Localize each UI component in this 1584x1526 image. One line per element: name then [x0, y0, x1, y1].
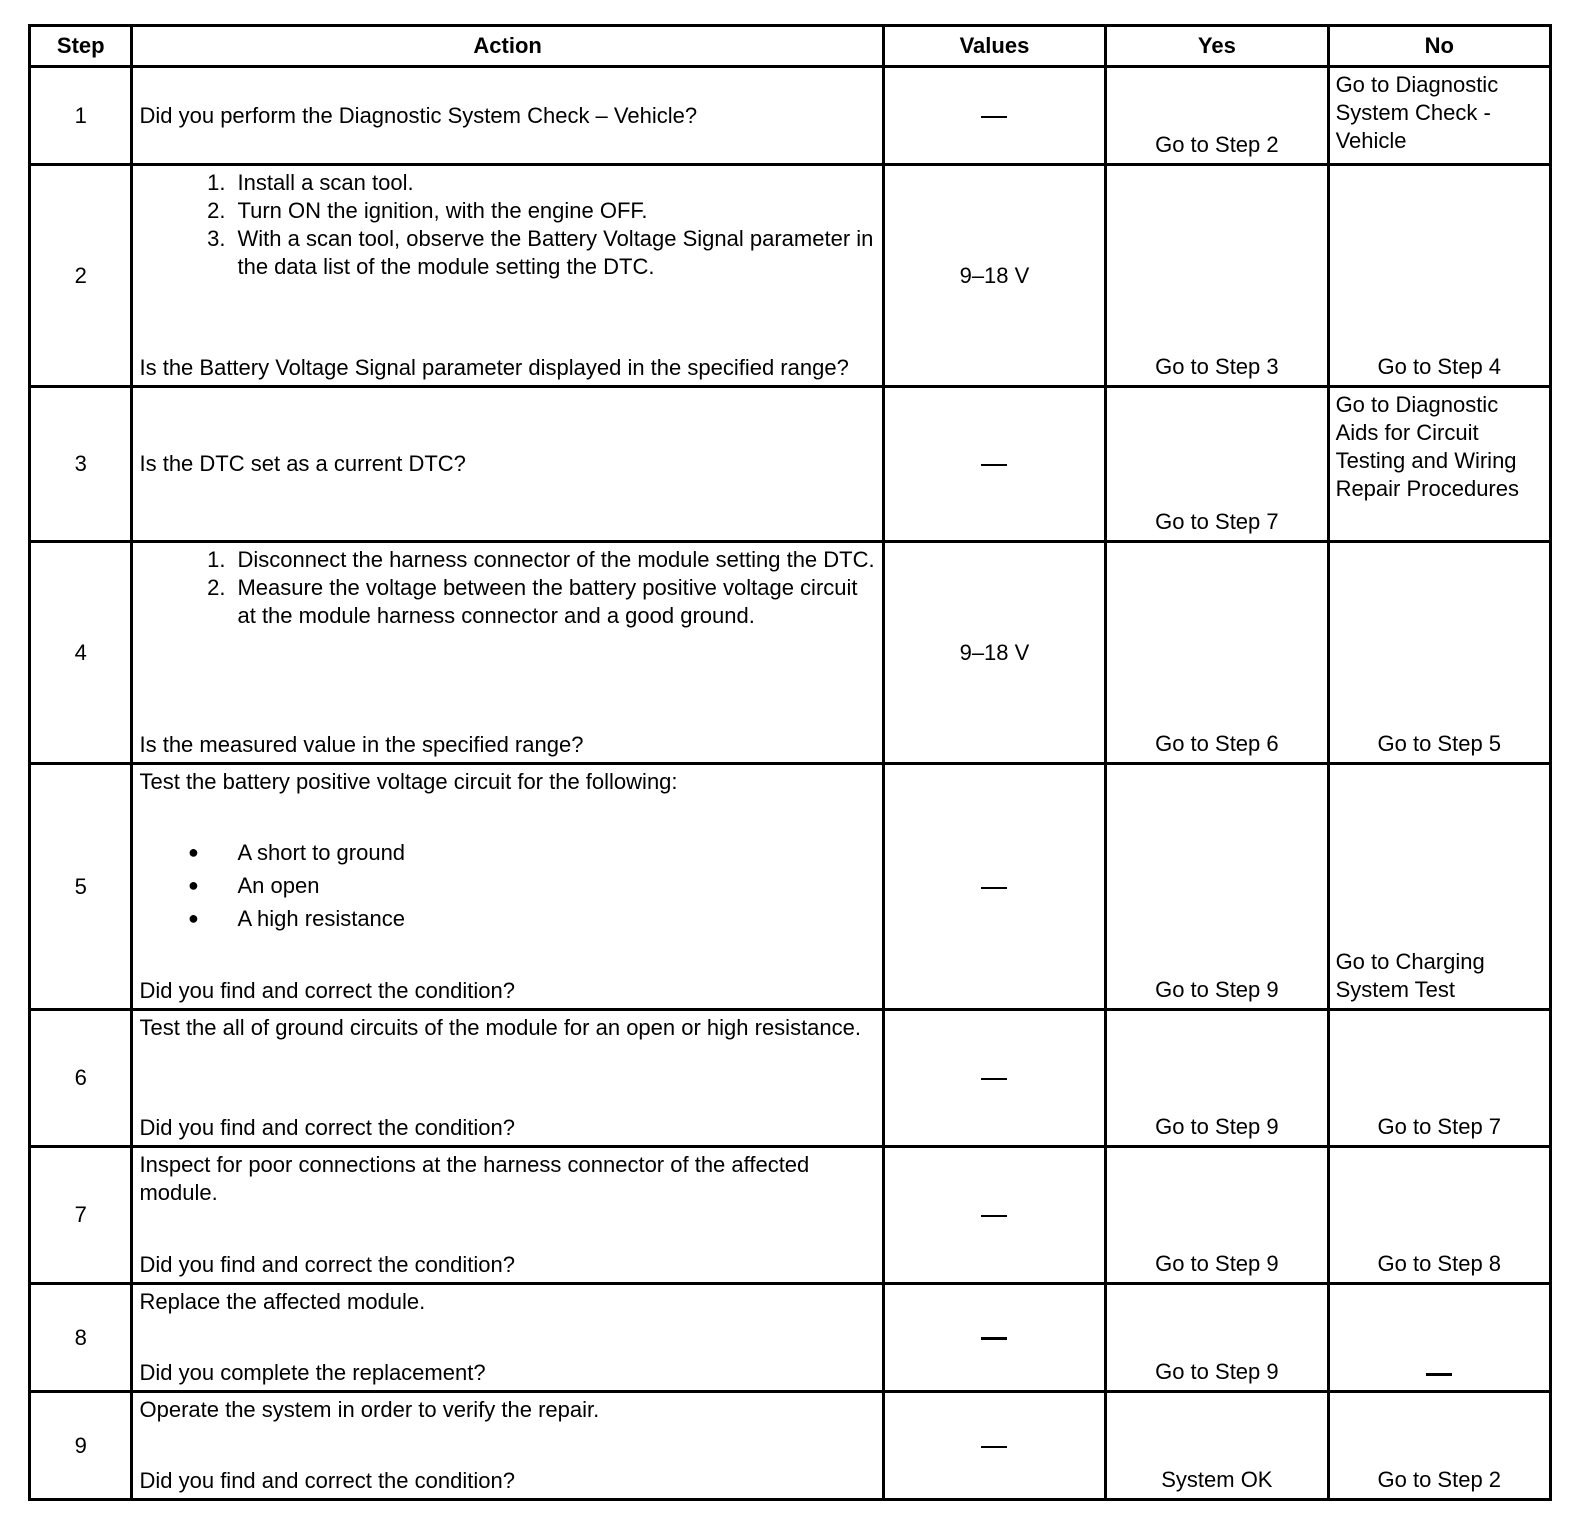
step-number: 4	[30, 542, 132, 764]
action-question: Did you find and correct the condition?	[139, 1468, 515, 1493]
action-steps	[139, 169, 875, 281]
action-intro: Inspect for poor connections at the harness connector of the affected module.	[139, 1152, 810, 1205]
table-row	[30, 67, 1551, 165]
values-dash	[981, 1215, 1007, 1217]
action-intro: Test the battery positive voltage circuit for the following:	[139, 769, 678, 794]
action-question: Did you perform the Diagnostic System Check – Vehicle?	[139, 102, 698, 128]
table-row	[30, 165, 1551, 387]
diagnostic-table	[28, 24, 1552, 1501]
table-row	[30, 1284, 1551, 1392]
values-cell	[883, 1284, 1105, 1392]
action-cell	[132, 1010, 883, 1147]
action-cell	[132, 1392, 883, 1500]
yes-link[interactable]: Go to Step 9	[1155, 1251, 1279, 1276]
yes-cell	[1106, 542, 1328, 764]
action-question: Did you find and correct the condition?	[139, 1252, 515, 1277]
values-dash	[981, 887, 1007, 889]
values-cell: 9–18 V	[883, 165, 1105, 387]
header-values: Values	[883, 26, 1105, 67]
step-number: 7	[30, 1147, 132, 1284]
list-item: ● A high resistance	[188, 906, 406, 931]
list-item: 2. Turn ON the ignition, with the engine OFF.	[207, 198, 648, 223]
yes-cell	[1106, 165, 1328, 387]
yes-link[interactable]: Go to Step 2	[1155, 132, 1279, 157]
yes-cell	[1106, 1010, 1328, 1147]
list-item: 3. With a scan tool, observe the Battery Voltage Signal parameter in the data list of the module setting the DTC.	[207, 226, 874, 279]
table-row	[30, 1147, 1551, 1284]
yes-link[interactable]: Go to Step 9	[1155, 1359, 1279, 1384]
header-action: Action	[132, 26, 883, 67]
yes-link[interactable]: Go to Step 7	[1155, 509, 1279, 534]
no-cell	[1328, 67, 1550, 165]
header-step: Step	[30, 26, 132, 67]
header-yes: Yes	[1106, 26, 1328, 67]
action-question: Did you find and correct the condition?	[139, 978, 515, 1003]
action-cell	[132, 542, 883, 764]
header-row	[30, 26, 1551, 67]
list-item: ● An open	[188, 873, 320, 898]
no-cell	[1328, 542, 1550, 764]
values-dash	[981, 464, 1007, 466]
no-cell	[1328, 1284, 1550, 1392]
action-intro: Operate the system in order to verify the repair.	[139, 1397, 600, 1422]
yes-cell	[1106, 764, 1328, 1010]
action-question: Did you find and correct the condition?	[139, 1115, 515, 1140]
action-cell	[132, 387, 883, 542]
action-intro: Test the all of ground circuits of the module for an open or high resistance.	[139, 1015, 862, 1040]
yes-cell	[1106, 387, 1328, 542]
action-cell	[132, 1284, 883, 1392]
values-dash	[981, 1337, 1007, 1340]
values-cell	[883, 1147, 1105, 1284]
step-number: 6	[30, 1010, 132, 1147]
values-dash	[981, 1078, 1007, 1080]
action-bullets	[139, 836, 875, 935]
action-cell	[132, 165, 883, 387]
no-cell	[1328, 1147, 1550, 1284]
no-cell	[1328, 165, 1550, 387]
list-item: 2. Measure the voltage between the battery positive voltage circuit at the module harness connector and a good ground.	[207, 575, 858, 628]
action-intro: Replace the affected module.	[139, 1289, 426, 1314]
no-link[interactable]: Go to Step 4	[1377, 354, 1502, 379]
yes-cell	[1106, 1147, 1328, 1284]
values-cell	[883, 1392, 1105, 1500]
yes-link[interactable]: Go to Step 3	[1155, 354, 1279, 379]
action-steps	[139, 546, 875, 630]
step-number: 1	[30, 67, 132, 165]
no-link[interactable]: Go to Charging System Test	[1335, 949, 1485, 1002]
values-dash	[981, 1446, 1007, 1448]
action-cell	[132, 67, 883, 165]
step-number: 2	[30, 165, 132, 387]
table-row	[30, 764, 1551, 1010]
yes-link[interactable]: Go to Step 9	[1155, 1114, 1279, 1139]
no-link[interactable]: Go to Step 5	[1377, 731, 1502, 756]
values-dash	[981, 116, 1007, 118]
header-no: No	[1328, 26, 1550, 67]
no-cell	[1328, 1010, 1550, 1147]
action-question: Did you complete the replacement?	[139, 1360, 486, 1385]
table-row	[30, 1010, 1551, 1147]
values-cell	[883, 67, 1105, 165]
yes-link[interactable]: System OK	[1161, 1467, 1273, 1492]
action-question: Is the Battery Voltage Signal parameter displayed in the specified range?	[139, 355, 849, 380]
step-number: 8	[30, 1284, 132, 1392]
no-cell	[1328, 1392, 1550, 1500]
no-dash	[1426, 1373, 1452, 1376]
yes-cell	[1106, 1284, 1328, 1392]
table-row	[30, 542, 1551, 764]
table-row	[30, 1392, 1551, 1500]
no-link[interactable]: Go to Step 2	[1377, 1467, 1502, 1492]
step-number: 3	[30, 387, 132, 542]
values-cell	[883, 764, 1105, 1010]
yes-cell	[1106, 1392, 1328, 1500]
table-row	[30, 387, 1551, 542]
yes-cell	[1106, 67, 1328, 165]
list-item: ● A short to ground	[188, 840, 406, 865]
action-question: Is the measured value in the specified range?	[139, 732, 584, 757]
list-item: 1. Install a scan tool.	[207, 170, 414, 195]
action-cell	[132, 1147, 883, 1284]
no-link[interactable]: Go to Step 7	[1377, 1114, 1502, 1139]
no-link[interactable]: Go to Diagnostic Aids for Circuit Testing and Wiring Repair Procedures	[1335, 392, 1519, 501]
no-link[interactable]: Go to Step 8	[1377, 1251, 1502, 1276]
step-number: 5	[30, 764, 132, 1010]
values-cell	[883, 1010, 1105, 1147]
action-question: Is the DTC set as a current DTC?	[139, 451, 466, 476]
yes-link[interactable]: Go to Step 6	[1155, 731, 1279, 756]
action-cell	[132, 764, 883, 1010]
no-cell	[1328, 387, 1550, 542]
values-cell	[883, 387, 1105, 542]
step-number: 9	[30, 1392, 132, 1500]
values-cell: 9–18 V	[883, 542, 1105, 764]
no-link[interactable]: Go to Diagnostic System Check - Vehicle	[1335, 72, 1499, 153]
yes-link[interactable]: Go to Step 9	[1155, 977, 1279, 1002]
list-item: 1. Disconnect the harness connector of the module setting the DTC.	[207, 547, 875, 572]
no-cell	[1328, 764, 1550, 1010]
